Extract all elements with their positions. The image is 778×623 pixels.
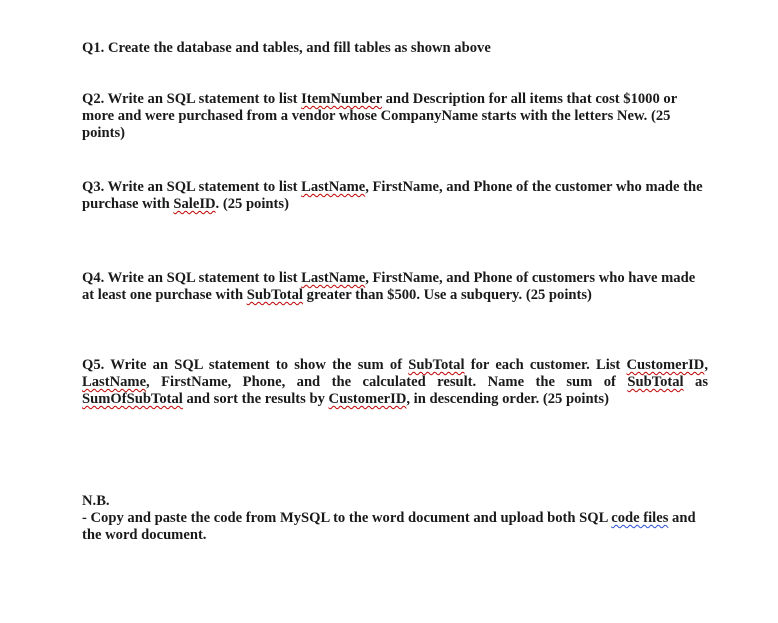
question-1-text: Q1. Create the database and tables, and fill tables as shown above — [82, 40, 491, 56]
spellcheck-term: LastName — [301, 270, 366, 286]
question-5-text-f: and sort the results by — [182, 391, 329, 407]
spellcheck-term: ItemNumber — [301, 91, 382, 107]
question-1 — [82, 40, 708, 57]
question-4 — [82, 270, 708, 304]
spellcheck-term: SubTotal — [246, 287, 303, 303]
spellcheck-term: SubTotal — [408, 357, 465, 373]
spellcheck-term: SumOfSubTotal — [82, 391, 183, 407]
question-2-text-b: and Description for all items that cost $1000 or more and were purchased from a vendor whose CompanyName starts with the letters New. (25 points) — [82, 91, 677, 141]
question-5-text-d: , FirstName, Phone, and the calculated result. Name the sum of — [146, 374, 628, 390]
nb-note-text-b: and the word document. — [82, 510, 696, 543]
spellcheck-term: SaleID — [173, 196, 216, 212]
spellcheck-term: CustomerID — [626, 357, 705, 373]
question-5-text-g: , in descending order. (25 points) — [406, 391, 609, 407]
nb-title — [82, 493, 708, 510]
question-5-text-b: for each customer. List — [464, 357, 627, 373]
nb-title-text: N.B. — [82, 493, 110, 509]
grammar-check-term: code files — [611, 510, 669, 526]
spellcheck-term: SubTotal — [627, 374, 684, 390]
question-3-text-c: . (25 points) — [215, 196, 289, 212]
question-5-text-a: Q5. Write an SQL statement to show the sum of — [82, 357, 409, 373]
nb-note — [82, 510, 708, 544]
question-5-text-e: as — [683, 374, 709, 390]
question-2 — [82, 91, 708, 142]
question-3 — [82, 179, 708, 213]
nb-note-text-a: - Copy and paste the code from MySQL to the word document and upload both SQL — [82, 510, 612, 526]
question-2-text-a: Q2. Write an SQL statement to list — [82, 91, 302, 107]
question-4-text-c: greater than $500. Use a subquery. (25 points) — [303, 287, 592, 303]
spellcheck-term: LastName — [301, 179, 366, 195]
question-3-text-b: , FirstName, and Phone of the customer who made the purchase with — [82, 179, 703, 212]
spellcheck-term: CustomerID — [328, 391, 407, 407]
question-3-text-a: Q3. Write an SQL statement to list — [82, 179, 302, 195]
question-5-text-c: , — [704, 357, 708, 373]
question-4-text-a: Q4. Write an SQL statement to list — [82, 270, 302, 286]
spellcheck-term: LastName — [82, 374, 147, 390]
question-4-text-b: , FirstName, and Phone of customers who have made at least one purchase with — [82, 270, 696, 303]
question-5 — [82, 357, 708, 408]
